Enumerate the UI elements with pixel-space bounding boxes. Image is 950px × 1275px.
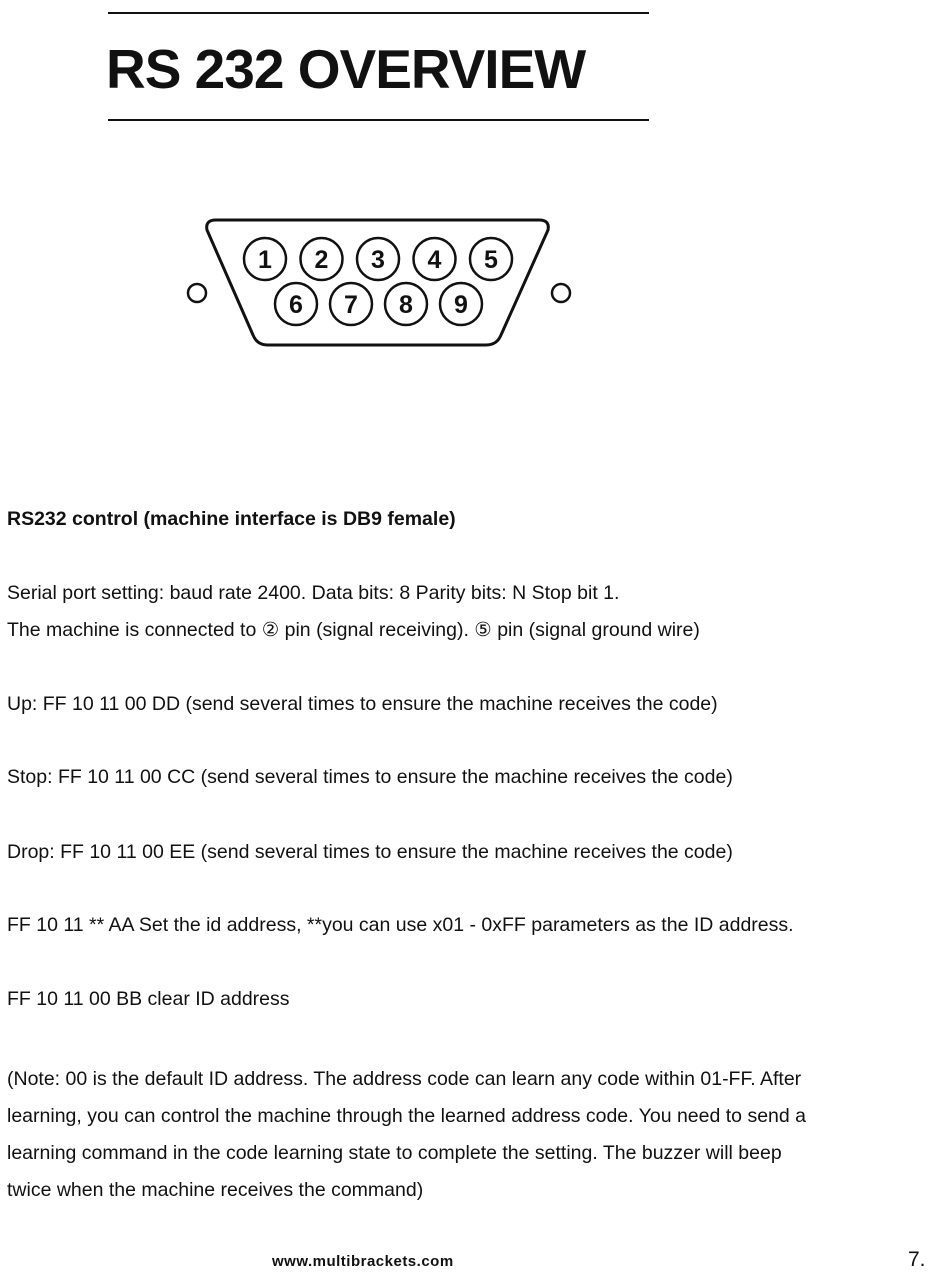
pin-9 — [440, 283, 482, 325]
pin-label: 8 — [399, 291, 413, 319]
pin-label: 6 — [289, 291, 303, 319]
up-command-text: Up: FF 10 11 00 DD (send several times to ensure the machine receives the code) — [7, 693, 718, 715]
section-heading: RS232 control (machine interface is DB9 female) — [7, 508, 456, 530]
pin-5 — [470, 238, 512, 280]
pin-label: 9 — [454, 291, 468, 319]
clear-id-command-text: FF 10 11 00 BB clear ID address — [7, 988, 290, 1010]
pin-label: 2 — [314, 246, 329, 274]
pin-7 — [330, 283, 372, 325]
pin-4 — [414, 238, 456, 280]
note-line: learning, you can control the machine through the learned address code. You need to send a — [7, 1105, 806, 1127]
mounting-hole-right — [552, 284, 570, 302]
bottom-rule — [108, 119, 649, 121]
set-id-command-text: FF 10 11 ** AA Set the id address, **you can use x01 - 0xFF parameters as the ID address. — [7, 914, 794, 936]
pin-label: 7 — [344, 291, 358, 319]
note-line: (Note: 00 is the default ID address. The address code can learn any code within 01-FF. After — [7, 1068, 802, 1090]
pin-2 — [301, 238, 343, 280]
db9-connector-diagram — [180, 212, 580, 352]
pin-1 — [244, 238, 286, 280]
page-number: 7. — [908, 1248, 926, 1271]
serial-setting-text: Serial port setting: baud rate 2400. Data bits: 8 Parity bits: N Stop bit 1. — [7, 582, 620, 604]
pin-8 — [385, 283, 427, 325]
drop-command-text: Drop: FF 10 11 00 EE (send several times to ensure the machine receives the code) — [7, 841, 733, 863]
page-title: RS 232 OVERVIEW — [106, 38, 586, 100]
note-paragraph — [7, 1061, 806, 1209]
pin-6 — [275, 283, 317, 325]
pin-label: 4 — [427, 246, 442, 274]
note-line: twice when the machine receives the command) — [7, 1179, 424, 1201]
pin-3 — [357, 238, 399, 280]
pin-label: 3 — [371, 246, 385, 274]
top-rule — [108, 12, 649, 14]
footer-url: www.multibrackets.com — [272, 1253, 454, 1270]
pin-label: 1 — [258, 246, 272, 274]
connection-text: The machine is connected to ② pin (signal receiving). ⑤ pin (signal ground wire) — [7, 619, 700, 641]
note-line: learning command in the code learning state to complete the setting. The buzzer will beep — [7, 1142, 782, 1164]
mounting-hole-left — [188, 284, 206, 302]
pin-label: 5 — [484, 246, 498, 274]
stop-command-text: Stop: FF 10 11 00 CC (send several times to ensure the machine receives the code) — [7, 766, 733, 788]
